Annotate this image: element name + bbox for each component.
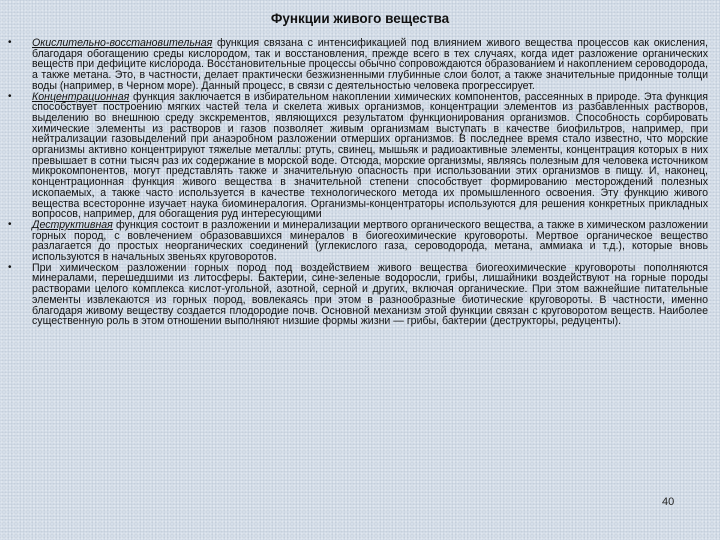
list-item xyxy=(8,263,708,327)
list-item xyxy=(8,38,708,92)
bullet-icon: • xyxy=(8,218,12,230)
list-item xyxy=(8,220,708,263)
page-number: 40 xyxy=(662,496,675,508)
bullet-icon: • xyxy=(8,90,12,102)
term: Концентрационная xyxy=(32,90,130,103)
bullet-icon: • xyxy=(8,261,12,273)
paragraph-text: функция заключается в избирательном накоплении химических компонентов, рассеянных в природе. Эта функция способствует построению мягких частей тела и скелета живых организмов, концентрации элементов из разбавленных растворов, выделению во внешнюю среду экскрементов, являющихся результатом функционирования организмов. Способность сорбировать химические элементы из растворов и газов позволяет живым организмам выступать в качестве биофильтров, например, при нейтрализации газовыделений при анаэробном разложении отмерших организмов. В последнее время стало известно, что морские организмы активно концентрируют тяжелые металлы: ртуть, свинец, мышьяк и радиоактивные элементы, концентрация которых в них превышает в сотни тысяч раз их содержание в морской воде. Отсюда, морские организмы, являясь полезным для человека источником микрокомпонентов, могут представлять также и значительную опасность при использовании этих организмов в пищу. И, наконец, концентрационная функция живого вещества в значительной степени способствует формированию месторождений полезных ископаемых, а также часто используется в качестве технологического метода их промышленного освоения. Эту функцию живого вещества всесторонне изучает наука биоминералогия. Организмы-концентраторы используются для решения конкретных прикладных вопросов, например, для обогащения руд интересующими xyxy=(32,90,708,221)
term: Окислительно-восстановительная xyxy=(32,37,213,49)
term: Деструктивная xyxy=(32,218,113,231)
paragraph-text: При химическом разложении горных пород под воздействием живого вещества биогеохимические круговороты пополняются минералами, перешедшими из литосферы. Бактерии, сине-зеленые водоросли, грибы, лишайники воздействуют на горные породы растворами целого комплекса кислот-угольной, азотной, серной и других, включая органические. При этом важнейшие питательные элементы извлекаются из горных пород, вовлекаясь при этом в разнообразные биотические круговороты. В частности, именно благодаря живому веществу создается плодородие почв. Основной механизм этой функции связан с круговоротом веществ. Наиболее существенную роль в этом отношении выполняют низшие формы жизни — грибы, бактерии (деструкторы, редуценты). xyxy=(32,261,708,328)
list-item xyxy=(8,92,708,220)
bullet-icon: • xyxy=(8,37,12,48)
bullet-list xyxy=(8,38,708,327)
paragraph-text: функция состоит в разложении и минерализации мертвого органического вещества, а также в химическом разложении горных пород, с вовлечением образовавшихся минералов в биогеохимические круговороты. Мертвое органическое вещество разлагается до простых неорганических соединений (углекислого газа, сероводорода, метана, аммиака и т.д.), которые вновь используются в начальных звеньях круговоротов. xyxy=(32,218,708,264)
slide-title: Функции живого вещества xyxy=(270,11,450,26)
paragraph-text: функция связана с интенсификацией под влиянием живого вещества процессов как окисления, благодаря обогащению среды кислородом, так и восстановления, прежде всего в тех случаях, когда идет разложение органических веществ при дефиците кислорода. Восстановительные процессы обычно сопровождаются образованием и накоплением сероводорода, а также метана. Это, в частности, делает практически безжизненными глубинные слои болот, а также значительные придонные толщи воды (например, в Черном море). Данный процесс, в связи с деятельностью человека прогрессирует. xyxy=(32,37,708,92)
